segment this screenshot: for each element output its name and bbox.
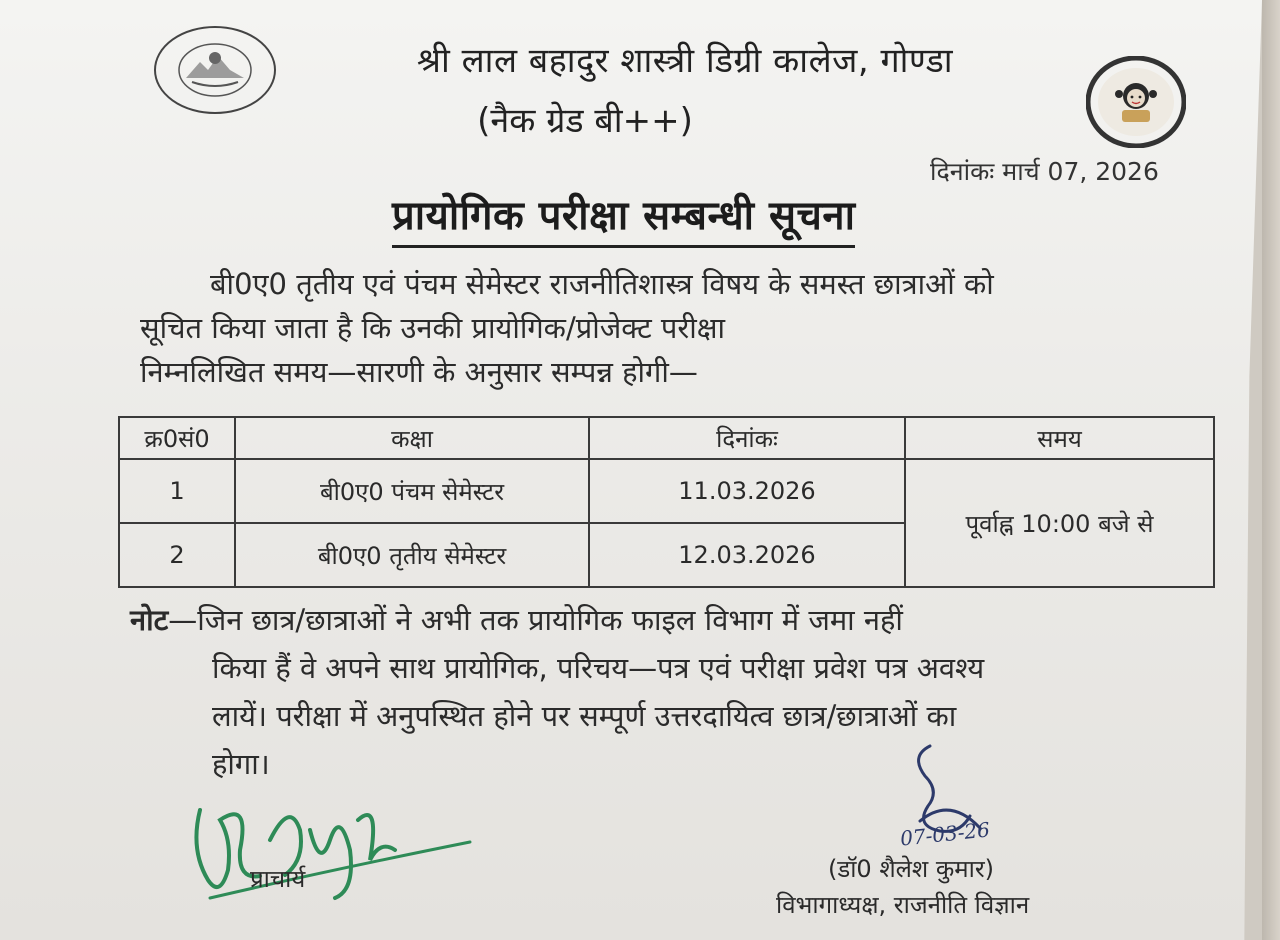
note-line: होगा। xyxy=(212,747,270,781)
intro-line: निम्नलिखित समय—सारणी के अनुसार सम्पन्न होगी— xyxy=(140,355,698,389)
cell-serial: 1 xyxy=(119,459,235,523)
note-line: —जिन छात्र/छात्राओं ने अभी तक प्रायोगिक फाइल विभाग में जमा नहीं xyxy=(168,603,903,637)
intro-line: बी0ए0 तृतीय एवं पंचम सेमेस्टर राजनीतिशास्त्र विषय के समस्त छात्राओं को xyxy=(210,267,994,301)
table-row xyxy=(119,459,1214,523)
naac-grade: (नैक ग्रेड बी++) xyxy=(477,101,693,141)
college-seal-logo xyxy=(152,24,278,116)
notice-date: दिनांकः मार्च 07, 2026 xyxy=(930,157,1159,186)
header-class: कक्षा xyxy=(235,417,589,459)
signature-date: 07-03-26 xyxy=(898,817,991,851)
beti-bachao-logo xyxy=(1086,56,1186,148)
header-date: दिनांकः xyxy=(589,417,905,459)
notice-intro xyxy=(140,262,1200,394)
note-line: लायें। परीक्षा में अनुपस्थित होने पर सम्पूर्ण उत्तरदायित्व छात्र/छात्राओं का xyxy=(212,699,957,733)
cell-serial: 2 xyxy=(119,523,235,587)
cell-class: बी0ए0 तृतीय सेमेस्टर xyxy=(235,523,589,587)
exam-schedule-table xyxy=(118,416,1215,588)
note-label: नोट xyxy=(130,603,169,637)
cell-class: बी0ए0 पंचम सेमेस्टर xyxy=(235,459,589,523)
hod-department: विभागाध्यक्ष, राजनीति विज्ञान xyxy=(776,891,1030,919)
background-edge xyxy=(1262,0,1280,940)
note-paragraph xyxy=(130,596,1215,788)
header-time: समय xyxy=(905,417,1214,459)
table-header-row xyxy=(119,417,1214,459)
intro-line: सूचित किया जाता है कि उनकी प्रायोगिक/प्रोजेक्ट परीक्षा xyxy=(140,311,726,345)
cell-time: पूर्वाह्न 10:00 बजे से xyxy=(905,459,1214,587)
principal-label: प्राचार्य xyxy=(250,865,306,893)
header-serial: क्र0सं0 xyxy=(119,417,235,459)
cell-date: 12.03.2026 xyxy=(589,523,905,587)
principal-signature xyxy=(180,780,480,910)
hod-name: (डॉ0 शैलेश कुमार) xyxy=(828,855,995,883)
note-line: किया हैं वे अपने साथ प्रायोगिक, परिचय—पत्र एवं परीक्षा प्रवेश पत्र अवश्य xyxy=(212,651,985,685)
college-name: श्री लाल बहादुर शास्त्री डिग्री कालेज, गोण्डा xyxy=(416,41,954,81)
notice-title: प्रायोगिक परीक्षा सम्बन्धी सूचना xyxy=(392,186,855,248)
cell-date: 11.03.2026 xyxy=(589,459,905,523)
